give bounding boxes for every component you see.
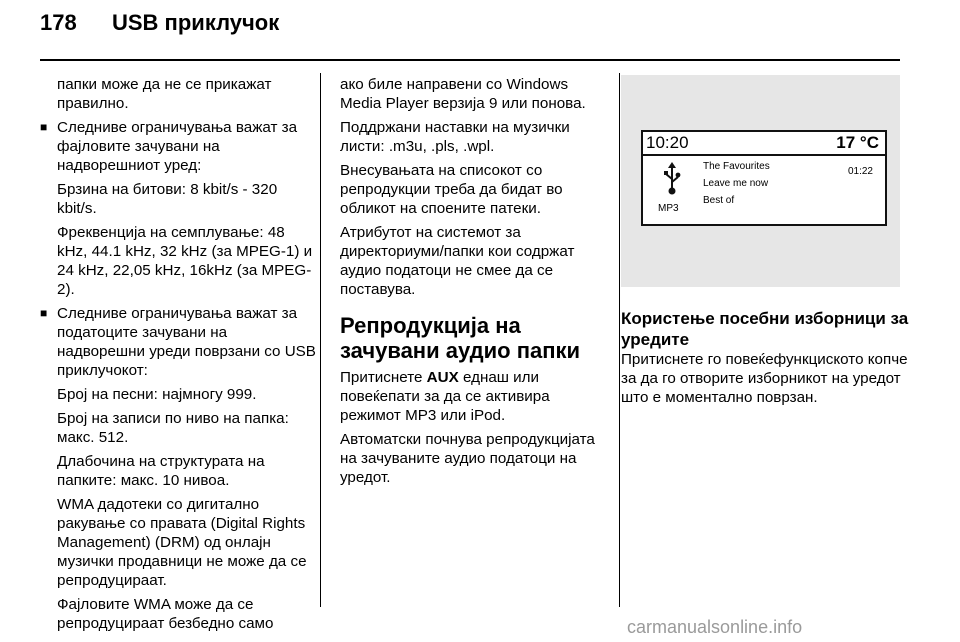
track-item: The Favourites [703, 161, 770, 172]
column-3 [621, 308, 911, 412]
aux-key-label: AUX [426, 369, 459, 386]
elapsed-time: 01:22 [847, 166, 873, 177]
usb-icon [663, 162, 681, 201]
bullet-item [40, 304, 317, 633]
text-run: еднаш или повеќепати за да се активира режимот MP3 или iPod. [340, 369, 550, 424]
paragraph: Број на записи по ниво на папка: макс. 512. [57, 410, 289, 446]
column-divider [320, 73, 321, 607]
paragraph: Следниве ограничувања важат за податоците зачувани на надворешни уреди поврзани со USB приклучокот: [57, 305, 316, 379]
paragraph: ако биле направени со Windows Media Player верзија 9 или понова. [340, 76, 586, 112]
paragraph: Автоматски почнува репродукцијата на зачуваните аудио податоци на уредот. [340, 431, 595, 486]
text-run: Притиснете [340, 369, 427, 386]
paragraph: Поддржани наставки на музички листи: .m3u, .pls, .wpl. [340, 119, 570, 155]
paragraph: Брзина на битови: 8 kbit/s - 320 kbit/s. [57, 181, 278, 217]
display-temperature: 17 °C [836, 133, 879, 152]
watermark: carmanualsonline.info [627, 617, 803, 637]
track-item: Best of [703, 195, 735, 206]
column-divider [619, 73, 620, 607]
paragraph: Следниве ограничувања важат за фајловите зачувани на надворешниот уред: [57, 119, 298, 174]
bullet-marker-icon: ■ [40, 120, 48, 134]
page-title: USB приклучок [112, 10, 280, 35]
radio-display [641, 130, 887, 226]
track-item: Leave me now [703, 178, 769, 189]
display-clock: 10:20 [646, 133, 689, 152]
paragraph: Атрибутот на системот за директориуми/папки кои содржат аудио податоци не смее да се поставува. [340, 224, 575, 298]
paragraph: Фреквенција на семплување: 48 kHz, 44.1 kHz, 32 kHz (за MPEG-1) и 24 kHz, 22,05 kHz, 16kHz (за MPEG-2). [57, 224, 313, 298]
paragraph: Внесувањата на списокот со репродукции треба да бидат во обликот на споените патеки. [340, 162, 563, 217]
display-status-bar [643, 132, 885, 156]
paragraph: Длабочина на структурата на папките: макс. 10 нивоа. [57, 453, 265, 489]
column-2 [340, 75, 608, 492]
bullet-marker-icon: ■ [40, 306, 48, 320]
section-heading: Репродукција на зачувани аудио папки [340, 313, 581, 363]
paragraph [340, 368, 608, 425]
source-label: MP3 [658, 203, 679, 214]
page-number: 178 [40, 10, 77, 35]
bullet-item [40, 118, 317, 299]
paragraph: Притиснете го повеќефункциското копче за да го отворите изборникот на уредот што е моментално поврзан. [621, 351, 908, 406]
header-rule [40, 59, 900, 61]
display-illustration [621, 75, 900, 287]
paragraph: Фајловите WMA може да се репродуцираат безбедно само [57, 596, 274, 632]
section-heading: Користење посебни изборници за уредите [621, 309, 909, 349]
column-1 [40, 75, 317, 638]
paragraph: WMA дадотеки со дигитално ракување со правата (Digital Rights Management) (DRM) од онлајн музички продавници не може да се репродуцираат. [57, 496, 307, 589]
paragraph: Број на песни: најмногу 999. [57, 386, 257, 403]
paragraph: папки може да не се прикажат правилно. [57, 76, 272, 112]
